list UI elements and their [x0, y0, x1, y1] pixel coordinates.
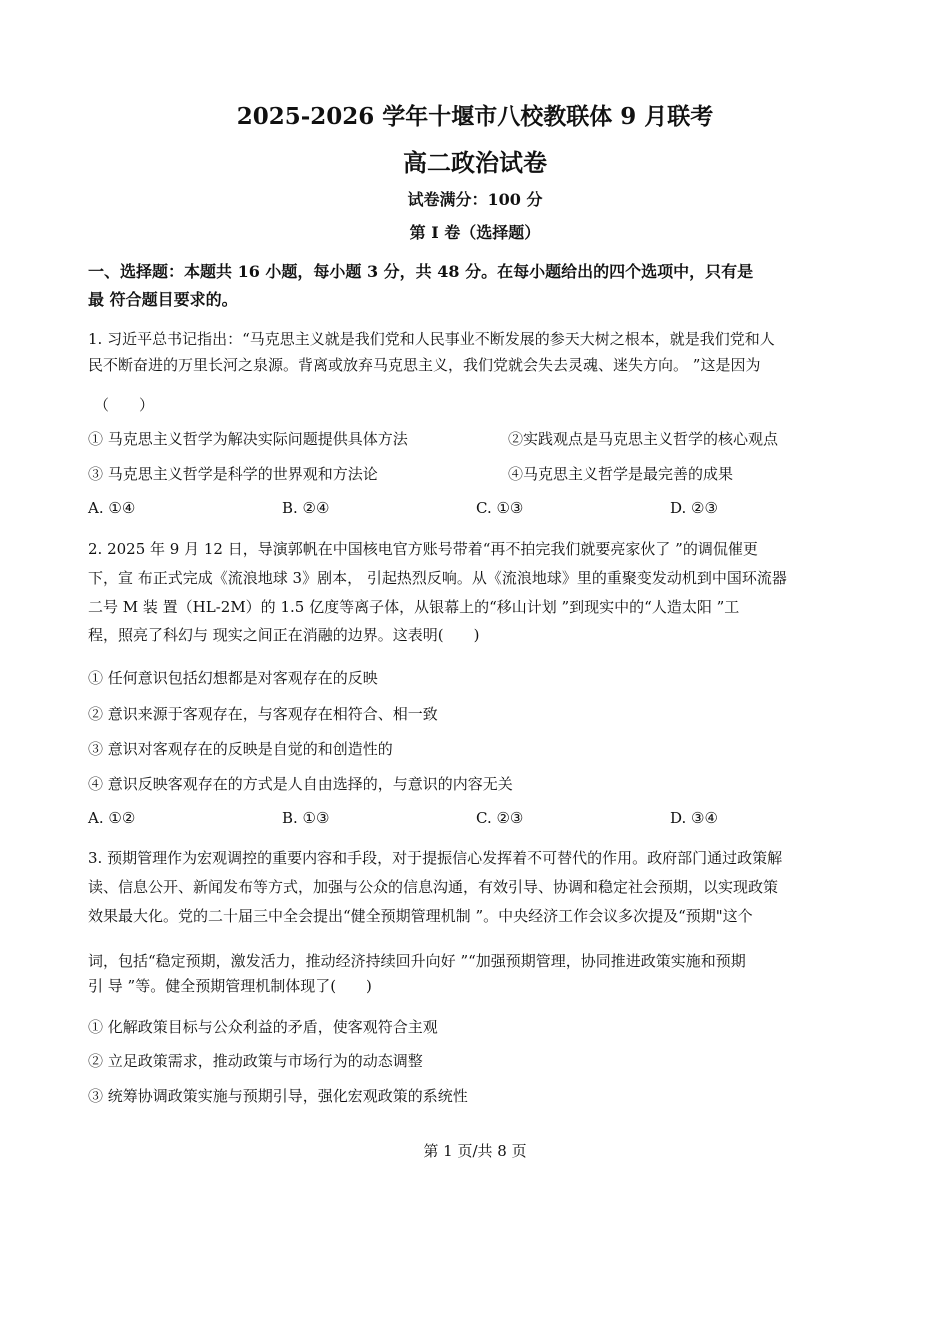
q1-stem-line1: 1. 习近平总书记指出：“马克思主义就是我们党和人民事业不断发展的参天大树之根本，就是我们党和人 [88, 330, 775, 348]
q1-item-3: ③ 马克思主义哲学是科学的世界观和方法论 [88, 465, 378, 483]
q2-stem-line4: 程，照亮了科幻与 现实之间正在消融的边界。这表明( ) [88, 626, 480, 644]
q3-stem-line2: 读、信息公开、新闻发布等方式，加强与公众的信息沟通，有效引导、协调和稳定社会预期，以实现政策 [88, 878, 779, 896]
q2-choice-b: B. ①③ [282, 809, 330, 827]
q1-item-1: ① 马克思主义哲学为解决实际问题提供具体方法 [88, 430, 408, 448]
full-score: 试卷满分：100 分 [407, 190, 543, 209]
q2-item-4: ④ 意识反映客观存在的方式是人自由选择的，与意识的内容无关 [88, 775, 513, 793]
q2-stem-line3: 二号 M 装 置（HL-2M）的 1.5 亿度等离子体，从银幕上的“移山计划 ”到现实中的“人造太阳 ”工 [88, 598, 740, 616]
page-number: 第 1 页/共 8 页 [423, 1142, 527, 1160]
q3-stem-line3: 效果最大化。党的二十届三中全会提出“健全预期管理机制 ”。中央经济工作会议多次提及“预期"这个 [88, 907, 753, 925]
section-instruction-line2: 最 符合题目要求的。 [88, 290, 238, 309]
q1-choice-c: C. ①③ [476, 499, 524, 517]
q1-item-4: ④马克思主义哲学是最完善的成果 [508, 465, 734, 483]
q3-stem-line1: 3. 预期管理作为宏观调控的重要内容和手段，对于提振信心发挥着不可替代的作用。政府部门通过政策解 [88, 849, 783, 867]
q2-choice-a: A. ①② [88, 809, 136, 827]
q1-answer-blank: （ ） [94, 396, 155, 414]
q1-stem-line2: 民不断奋进的万里长河之泉源。背离或放弃马克思主义，我们党就会失去灵魂、迷失方向。 ”这是因为 [88, 356, 761, 374]
exam-subtitle: 高二政治试卷 [403, 148, 547, 177]
q2-choice-c: C. ②③ [476, 809, 524, 827]
q2-stem-line2: 下，宣 布正式完成《流浪地球 3》剧本， 引起热烈反响。从《流浪地球》里的重聚变发动机到中国环流器 [88, 569, 787, 587]
q3-stem-line5: 引 导 ”等。健全预期管理机制体现了( ) [88, 977, 372, 995]
q2-item-2: ② 意识来源于客观存在，与客观存在相符合、相一致 [88, 705, 438, 723]
q2-choice-d: D. ③④ [670, 809, 718, 827]
exam-title: 2025-2026 学年十堰市八校教联体 9 月联考 [236, 103, 714, 130]
q2-item-1: ① 任何意识包括幻想都是对客观存在的反映 [88, 669, 378, 687]
q3-item-3: ③ 统筹协调政策实施与预期引导，强化宏观政策的系统性 [88, 1087, 468, 1105]
q3-stem-line4: 词，包括“稳定预期，激发活力，推动经济持续回升向好 ”“加强预期管理，协同推进政策实施和预期 [88, 952, 746, 970]
q1-choice-a: A. ①④ [88, 499, 136, 517]
q1-choice-b: B. ②④ [282, 499, 330, 517]
section-instruction-line1: 一、选择题：本题共 16 小题，每小题 3 分，共 48 分。在每小题给出的四个选项中，只有是 [88, 262, 754, 281]
q1-item-2: ②实践观点是马克思主义哲学的核心观点 [508, 430, 779, 448]
q1-choice-d: D. ②③ [670, 499, 718, 517]
q3-item-1: ① 化解政策目标与公众利益的矛盾，使客观符合主观 [88, 1018, 438, 1036]
q2-item-3: ③ 意识对客观存在的反映是自觉的和创造性的 [88, 740, 393, 758]
q3-item-2: ② 立足政策需求，推动政策与市场行为的动态调整 [88, 1052, 423, 1070]
q2-stem-line1: 2. 2025 年 9 月 12 日，导演郭帆在中国核电官方账号带着“再不拍完我们就要亮家伙了 ”的调侃催更 [88, 540, 758, 558]
part-heading: 第 I 卷（选择题） [409, 223, 541, 242]
